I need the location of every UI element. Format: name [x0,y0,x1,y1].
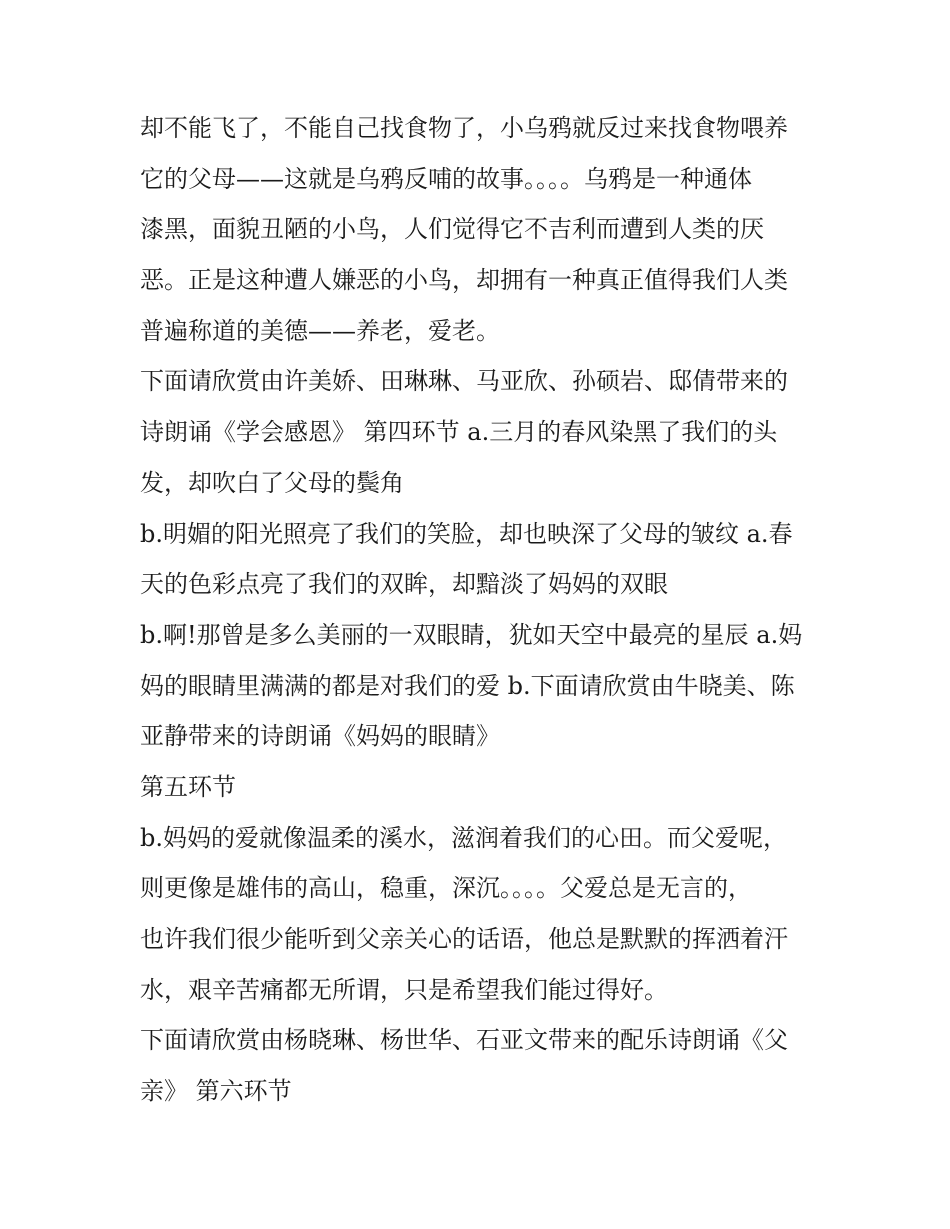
text-line-9: b.明媚的阳光照亮了我们的笑脸，却也映深了父母的皱纹 a.春 [140,519,793,548]
section-heading-5: 第五环节 [140,772,236,801]
text-line-16: 则更像是雄伟的高山，稳重，深沉。。。。父爱总是无言的， [140,874,752,903]
text-line-5: 普遍称道的美德——养老，爱老。 [140,316,500,345]
text-line-3: 漆黑，面貌丑陋的小鸟，人们觉得它不吉利而遭到人类的厌 [140,215,764,244]
text-line-7: 诗朗诵《学会感恩》 第四环节 a.三月的春风染黑了我们的头 [140,418,778,447]
text-line-4: 恶。正是这种遭人嫌恶的小鸟，却拥有一种真正值得我们人类 [140,266,788,295]
text-line-2: 它的父母——这就是乌鸦反哺的故事。。。。乌鸦是一种通体 [140,164,752,193]
text-line-11: b.啊!那曾是多么美丽的一双眼睛，犹如天空中最亮的星辰 a.妈 [140,620,803,649]
text-line-19: 下面请欣赏由杨晓琳、杨世华、石亚文带来的配乐诗朗诵《父 [140,1026,788,1055]
text-line-12: 妈的眼睛里满满的都是对我们的爱 b.下面请欣赏由牛晓美、陈 [140,671,795,700]
text-line-6: 下面请欣赏由许美娇、田琳琳、马亚欣、孙硕岩、邸倩带来的 [140,367,788,396]
text-line-13: 亚静带来的诗朗诵《妈妈的眼睛》 [140,722,500,751]
text-line-1: 却不能飞了，不能自己找食物了，小乌鸦就反过来找食物喂养 [140,114,788,142]
text-line-8: 发，却吹白了父母的鬓角 [140,468,404,497]
text-line-20: 亲》 第六环节 [140,1077,292,1106]
text-line-17: 也许我们很少能听到父亲关心的话语，他总是默默的挥洒着汗 [140,925,788,953]
document-body [140,103,812,1117]
text-line-15: b.妈妈的爱就像温柔的溪水，滋润着我们的心田。而父爱呢， [140,823,787,852]
text-line-10: 天的色彩点亮了我们的双眸，却黯淡了妈妈的双眼 [140,570,668,599]
text-line-18: 水，艰辛苦痛都无所谓，只是希望我们能过得好。 [140,975,668,1004]
